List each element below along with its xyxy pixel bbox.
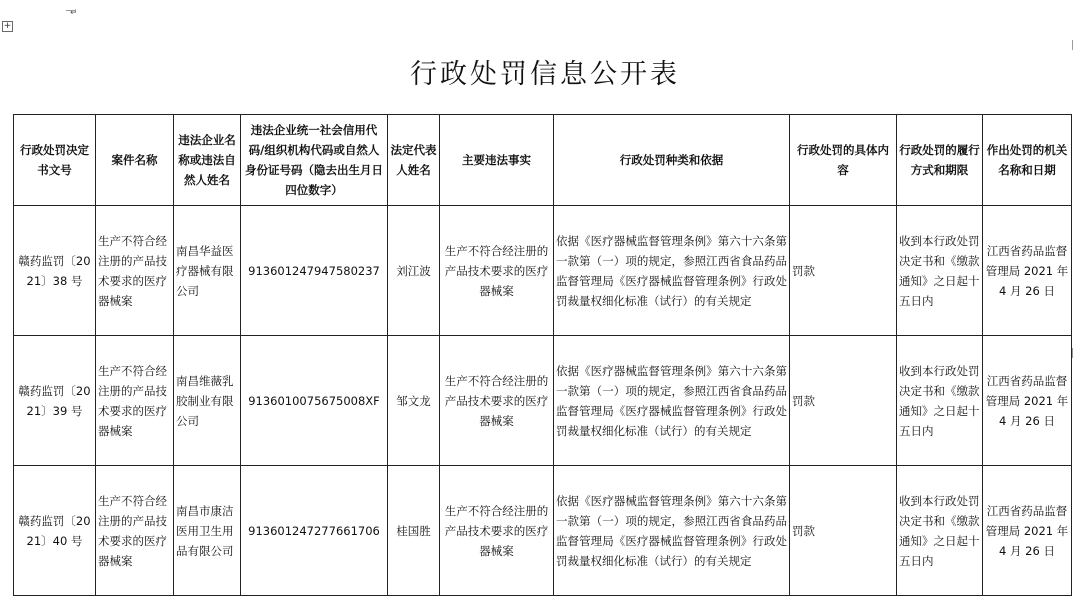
table-move-handle-icon[interactable]: + [3, 21, 12, 31]
doc-number-cell: 赣药监罚〔2021〕40 号 [14, 466, 96, 596]
header-cell: 违法企业名称或违法自然人姓名 [174, 115, 241, 206]
header-cell: 行政处罚的具体内容 [790, 115, 897, 206]
margin-corner-icon [1072, 348, 1083, 358]
table-row [14, 336, 1072, 466]
margin-corner-icon [1072, 40, 1083, 50]
case-name-cell: 生产不符合经注册的产品技术要求的医疗器械案 [96, 466, 174, 596]
authority-cell: 江西省药品监督管理局 2021 年 4 月 26 日 [983, 466, 1072, 596]
case-name-cell: 生产不符合经注册的产品技术要求的医疗器械案 [96, 206, 174, 336]
doc-number-cell: 赣药监罚〔2021〕38 号 [14, 206, 96, 336]
content-cell: 罚款 [790, 336, 897, 466]
table-header-row [14, 115, 1072, 206]
company-cell: 南昌维薇乳胶制业有限公司 [174, 336, 241, 466]
method-cell: 收到本行政处罚决定书和《缴款通知》之日起十五日内 [897, 206, 983, 336]
company-cell: 南昌市康洁医用卫生用品有限公司 [174, 466, 241, 596]
table-row [14, 206, 1072, 336]
method-cell: 收到本行政处罚决定书和《缴款通知》之日起十五日内 [897, 466, 983, 596]
basis-cell: 依据《医疗器械监督管理条例》第六十六条第一款第（一）项的规定，参照江西省食品药品监督管理局《医疗器械监督管理条例》行政处罚裁量权细化标准（试行）的有关规定 [554, 466, 790, 596]
content-cell: 罚款 [790, 206, 897, 336]
credit-code-cell: 913601247277661706 [241, 466, 388, 596]
content-cell: 罚款 [790, 466, 897, 596]
credit-code-cell: 913601247947580237 [241, 206, 388, 336]
header-cell: 行政处罚种类和依据 [554, 115, 790, 206]
legal-rep-cell: 邹文龙 [388, 336, 440, 466]
authority-cell: 江西省药品监督管理局 2021 年 4 月 26 日 [983, 336, 1072, 466]
header-cell: 作出处罚的机关名称和日期 [983, 115, 1072, 206]
table-row [14, 466, 1072, 596]
margin-corner-icon [66, 0, 76, 11]
facts-cell: 生产不符合经注册的产品技术要求的医疗器械案 [440, 466, 554, 596]
paragraph-mark-icon: ↵ [70, 8, 78, 18]
legal-rep-cell: 桂国胜 [388, 466, 440, 596]
method-cell: 收到本行政处罚决定书和《缴款通知》之日起十五日内 [897, 336, 983, 466]
penalty-table [13, 114, 1072, 596]
legal-rep-cell: 刘江波 [388, 206, 440, 336]
header-cell: 案件名称 [96, 115, 174, 206]
company-cell: 南昌华益医疗器械有限公司 [174, 206, 241, 336]
authority-cell: 江西省药品监督管理局 2021 年 4 月 26 日 [983, 206, 1072, 336]
case-name-cell: 生产不符合经注册的产品技术要求的医疗器械案 [96, 336, 174, 466]
header-cell: 行政处罚的履行方式和期限 [897, 115, 983, 206]
facts-cell: 生产不符合经注册的产品技术要求的医疗器械案 [440, 336, 554, 466]
basis-cell: 依据《医疗器械监督管理条例》第六十六条第一款第（一）项的规定，参照江西省食品药品监督管理局《医疗器械监督管理条例》行政处罚裁量权细化标准（试行）的有关规定 [554, 336, 790, 466]
header-cell: 违法企业统一社会信用代码/组织机构代码或自然人身份证号码（隐去出生月日四位数字） [241, 115, 388, 206]
header-cell: 主要违法事实 [440, 115, 554, 206]
credit-code-cell: 9136010075675008XF [241, 336, 388, 466]
basis-cell: 依据《医疗器械监督管理条例》第六十六条第一款第（一）项的规定，参照江西省食品药品监督管理局《医疗器械监督管理条例》行政处罚裁量权细化标准（试行）的有关规定 [554, 206, 790, 336]
doc-number-cell: 赣药监罚〔2021〕39 号 [14, 336, 96, 466]
header-cell: 法定代表人姓名 [388, 115, 440, 206]
header-cell: 行政处罚决定书文号 [14, 115, 96, 206]
page-title: 行政处罚信息公开表 [410, 59, 680, 90]
facts-cell: 生产不符合经注册的产品技术要求的医疗器械案 [440, 206, 554, 336]
